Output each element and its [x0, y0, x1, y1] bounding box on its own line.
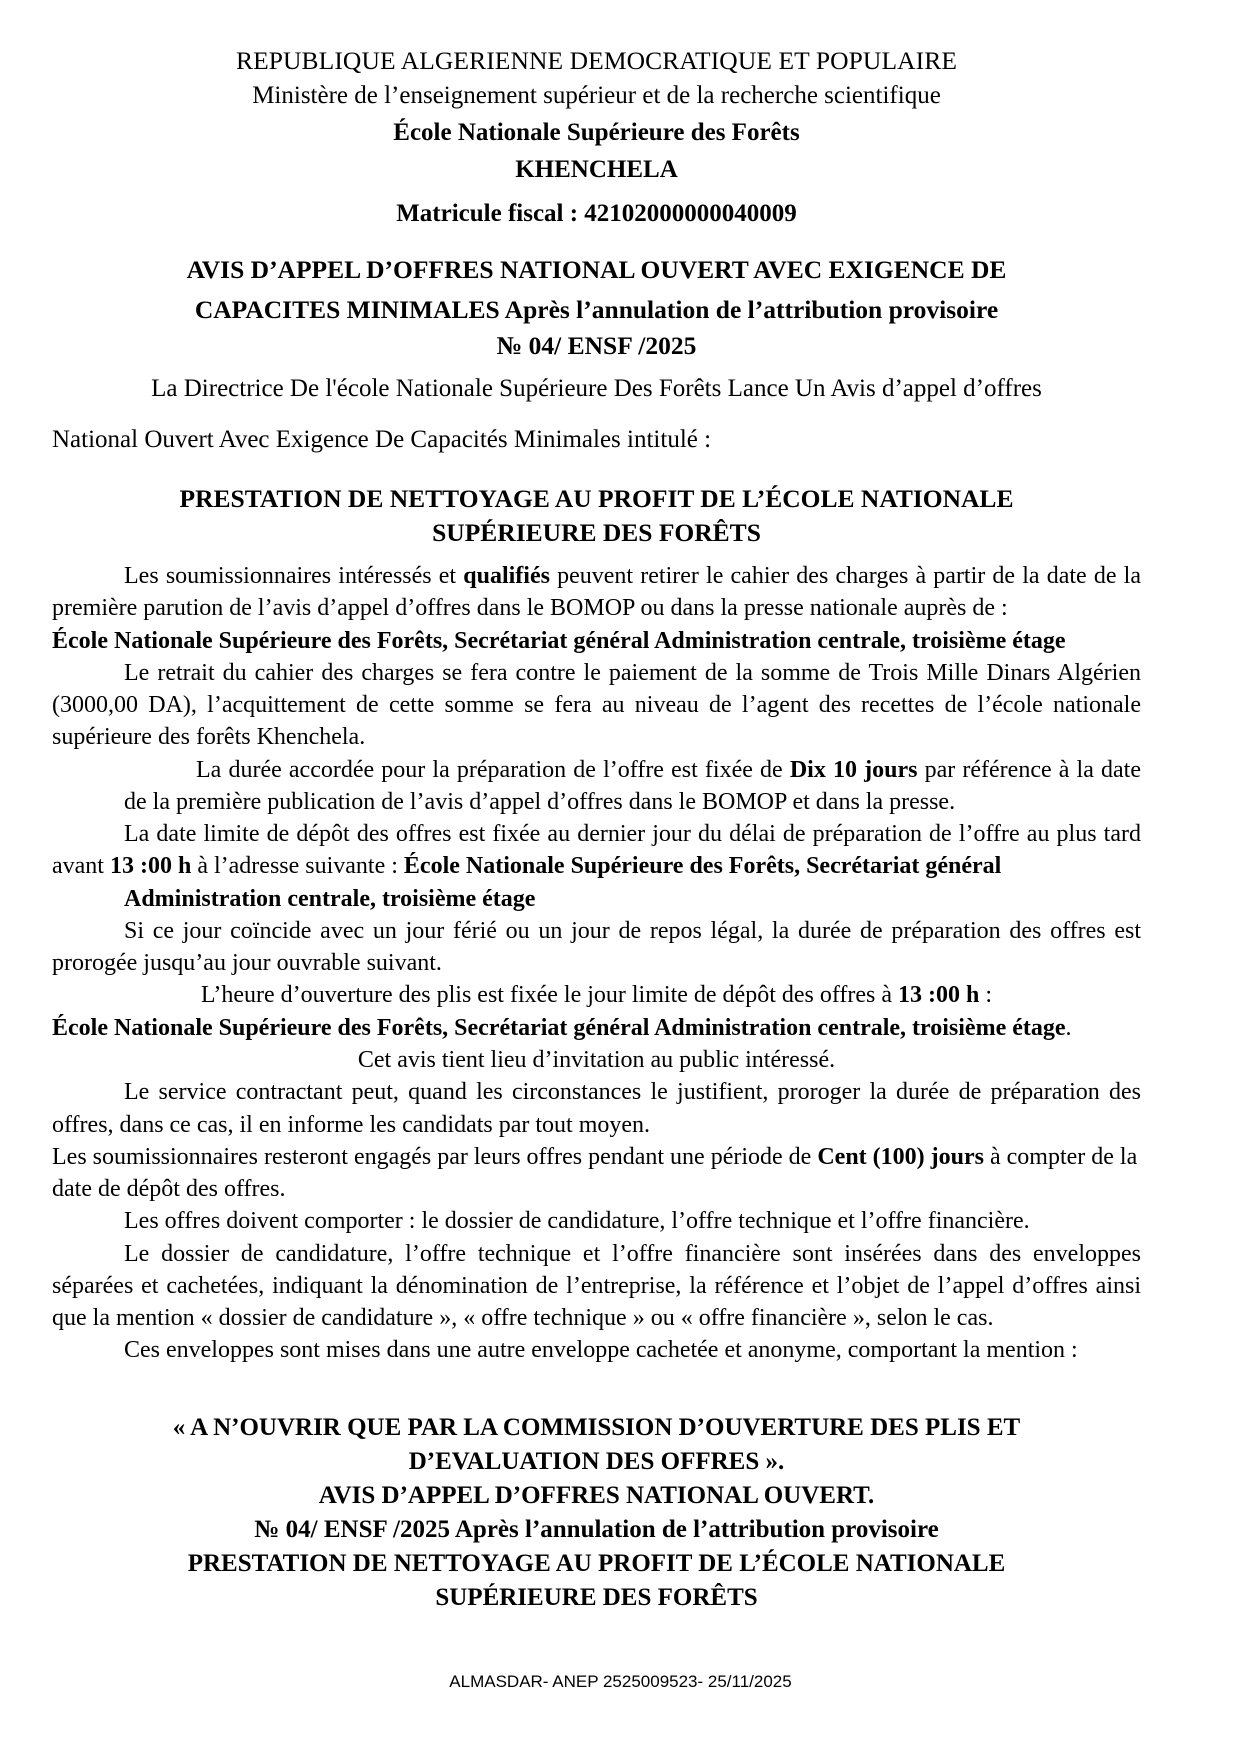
contract-object-line-2: SUPÉRIEURE DES FORÊTS	[432, 518, 761, 548]
p3-duration-emphasis: Dix 10 jours	[789, 756, 918, 783]
p6-opening-time: 13 :00 h	[898, 982, 980, 1009]
paragraph-outer-envelope: Ces enveloppes sont mises dans une autre enveloppe cachetée et anonyme, comportant la mention :	[124, 1337, 1078, 1364]
paragraph-public-invitation: Cet avis tient lieu d’invitation au public intéressé.	[357, 1046, 836, 1073]
address-line-2-continued: Administration centrale, troisième étage	[124, 885, 536, 912]
p4-address-emphasis: École Nationale Supérieure des Forêts, Secrétariat général	[403, 853, 1002, 880]
p6-text-a: L’heure d’ouverture des plis est fixée le jour limite de dépôt des offres à	[200, 982, 899, 1009]
p1-text-b: peuvent retirer le cahier des charges à partir de la date de la première parution de l’avis d’appel d’offres dans le BOMOP ou dans la presse nationale auprès de :	[52, 562, 1141, 622]
p9-text-a: Les soumissionnaires resteront engagés par leurs offres pendant une période de	[52, 1143, 818, 1170]
tax-identification-number: Matricule fiscal : 42102000000040009	[396, 199, 797, 227]
p4-deadline-time: 13 :00 h	[109, 853, 192, 880]
closing-line-3: AVIS D’APPEL D’OFFRES NATIONAL OUVERT.	[318, 1481, 875, 1509]
p6-text-b: :	[979, 982, 993, 1009]
p3-text-b: par référence à la date de la première publication de l’avis d’appel d’offres dans le BOMOP et dans la presse.	[124, 756, 1141, 815]
notice-title-line-1: AVIS D’APPEL D’OFFRES NATIONAL OUVERT AVEC EXIGENCE DE	[186, 255, 1007, 285]
contract-object-line-1: PRESTATION DE NETTOYAGE AU PROFIT DE L’ÉCOLE NATIONALE	[179, 484, 1014, 514]
notice-body	[52, 560, 1141, 1367]
closing-line-2: D’EVALUATION DES OFFRES ».	[408, 1447, 785, 1475]
paragraph-submission-deadline	[52, 818, 1141, 883]
p1-text-a: Les soumissionnaires intéressés et	[124, 562, 464, 589]
address-3-period: .	[1065, 1014, 1072, 1041]
paragraph-holiday-extension: Si ce jour coïncide avec un jour férié ou un jour de repos légal, la durée de préparation des offres est prorogée jusqu’au jour ouvrable suivant.	[52, 917, 1141, 977]
notice-title-line-2: CAPACITES MINIMALES Après l’annulation de l’attribution provisoire	[194, 294, 999, 324]
closing-line-6: SUPÉRIEURE DES FORÊTS	[435, 1583, 758, 1611]
address-line-3	[52, 1012, 1141, 1044]
envelope-mention-block	[52, 1411, 1141, 1615]
p4-text-a: La date limite de dépôt des offres est fixée au dernier jour du délai de préparation de l’offre au plus tard avant	[52, 821, 1141, 880]
p9-text-b: à compter de la date de dépôt des offres.	[52, 1143, 1138, 1203]
city-name: KHENCHELA	[515, 156, 678, 184]
ministry-title: Ministère de l’enseignement supérieur et de la recherche scientifique	[252, 82, 941, 110]
paragraph-payment: Le retrait du cahier des charges se fera contre le paiement de la somme de Trois Mille Dinars Algérien (3000,00 DA), l’acquittement de cette somme se fera au niveau de l’agent des recettes de l’école nationale supérieure des forêts Khenchela.	[52, 659, 1141, 751]
paragraph-validity-period	[52, 1141, 1141, 1206]
lead-in-line-1: La Directrice De l'école Nationale Supérieure Des Forêts Lance Un Avis d’appel d’offres	[151, 375, 1042, 403]
closing-line-5: PRESTATION DE NETTOYAGE AU PROFIT DE L’ÉCOLE NATIONALE	[187, 1549, 1006, 1577]
p1-qualified-emphasis: qualifiés	[463, 562, 550, 589]
paragraph-withdrawal-conditions	[52, 560, 1141, 625]
notice-title	[52, 250, 1141, 329]
institution-name: École Nationale Supérieure des Forêts	[393, 118, 800, 146]
notice-reference-number: № 04/ ENSF /2025	[496, 331, 697, 361]
paragraph-preparation-duration	[52, 754, 1141, 819]
p4-text-b: à l’adresse suivante :	[191, 853, 404, 880]
address-line-1: École Nationale Supérieure des Forêts, Secrétariat général Administration centrale, troisième étage	[52, 627, 1066, 654]
contract-object-title	[52, 482, 1141, 550]
p9-validity-emphasis: Cent (100) jours	[817, 1143, 984, 1170]
paragraph-offer-contents: Les offres doivent comporter : le dossier de candidature, l’offre technique et l’offre financière.	[124, 1208, 1030, 1235]
paragraph-contracting-service: Le service contractant peut, quand les circonstances le justifient, proroger la durée de préparation des offres, dans ce cas, il en informe les candidats par tout moyen.	[52, 1079, 1141, 1138]
closing-line-1: « A N’OUVRIR QUE PAR LA COMMISSION D’OUVERTURE DES PLIS ET	[172, 1413, 1021, 1441]
paragraph-opening-time	[52, 979, 1141, 1011]
p3-text-a: La durée accordée pour la préparation de l’offre est fixée de	[196, 756, 790, 783]
notice-document	[52, 44, 1141, 1615]
paragraph-envelope-instructions: Le dossier de candidature, l’offre technique et l’offre financière sont insérées dans des enveloppes séparées et cachetées, indiquant la dénomination de l’entreprise, la référence et l’objet de l’appel d’offres ainsi que la mention « dossier de candidature », « offre technique » ou « offre financière », selon le cas.	[52, 1240, 1141, 1332]
closing-line-4: № 04/ ENSF /2025 Après l’annulation de l’attribution provisoire	[254, 1515, 939, 1543]
document-footer: ALMASDAR- ANEP 2525009523- 25/11/2025	[449, 1672, 792, 1691]
lead-in-line-2: National Ouvert Avec Exigence De Capacités Minimales intitulé :	[52, 425, 712, 453]
document-header	[52, 44, 1141, 230]
address-3-text: École Nationale Supérieure des Forêts, Secrétariat général Administration centrale, troisième étage	[52, 1014, 1066, 1041]
republic-title: REPUBLIQUE ALGERIENNE DEMOCRATIQUE ET POPULAIRE	[235, 46, 958, 75]
